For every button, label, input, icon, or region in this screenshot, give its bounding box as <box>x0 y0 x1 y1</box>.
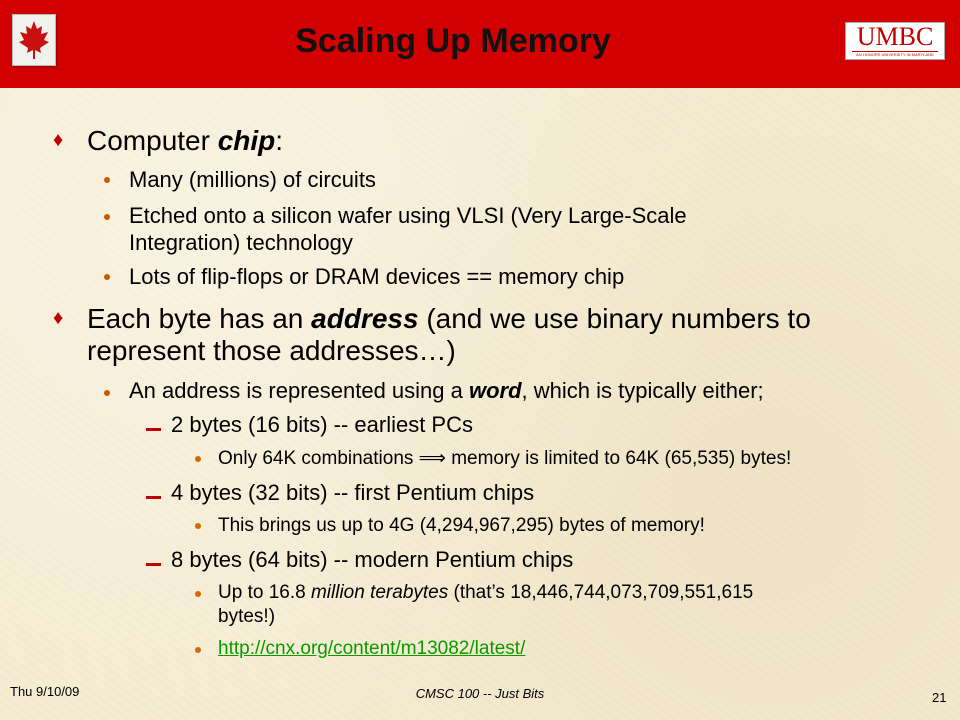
dash-icon <box>146 428 161 431</box>
bullet-link-item <box>218 637 525 661</box>
bullet-dot-icon <box>104 274 110 280</box>
umbc-logo-subtext: AN HONORS UNIVERSITY IN MARYLAND <box>852 51 938 58</box>
implies-arrow-icon: ⟹ <box>418 448 446 469</box>
bullet-dot-icon <box>104 214 110 220</box>
bullet-text: memory is limited to 64K (65,535) bytes! <box>445 448 792 469</box>
footer-course: CMSC 100 -- Just Bits <box>415 686 545 701</box>
bullet-text: An address is represented using a <box>129 378 469 403</box>
bullet-16-8-million-line1 <box>218 581 753 605</box>
bullet-text: Only 64K combinations <box>218 448 419 469</box>
bullet-4g: This brings us up to 4G (4,294,967,295) bytes of memory! <box>218 515 705 536</box>
bullet-text: (that’s 18,446,744,073,709,551,615 <box>448 582 754 603</box>
bullet-dot-icon <box>195 523 201 529</box>
bullet-text: : <box>275 125 284 156</box>
bullet-16-bit: 2 bytes (16 bits) -- earliest PCs <box>171 412 473 437</box>
bullet-computer-chip <box>87 125 283 157</box>
bullet-word <box>129 377 764 404</box>
slide-title: Scaling Up Memory <box>295 22 611 60</box>
bullet-32-bit: 4 bytes (32 bits) -- first Pentium chips <box>171 480 535 505</box>
bullet-text: Each byte has an <box>87 303 312 334</box>
bullet-text: Computer <box>87 125 218 156</box>
bullet-address-line2: represent those addresses…) <box>87 335 456 366</box>
emphasis-word: word <box>468 378 522 403</box>
dash-icon <box>146 496 161 499</box>
emphasis-address: address <box>311 303 419 334</box>
bullet-vlsi-line2: Integration) technology <box>129 230 353 255</box>
bullet-text: Up to 16.8 <box>218 582 311 603</box>
bullet-vlsi-line1: Etched onto a silicon wafer using VLSI (Very Large-Scale <box>129 203 687 228</box>
umbc-logo-text: UMBC <box>856 22 934 51</box>
cnx-link[interactable]: http://cnx.org/content/m13082/latest/ <box>218 638 526 659</box>
bullet-text: , which is typically either; <box>521 378 764 403</box>
bullet-dot-icon <box>195 591 201 597</box>
bullet-dot-icon <box>195 456 201 462</box>
bullet-dot-icon <box>104 177 110 183</box>
bullet-dot-icon <box>195 647 201 653</box>
diamond-icon: ♦ <box>53 307 64 329</box>
diamond-icon: ♦ <box>53 129 64 151</box>
bullet-text: (and we use binary numbers to <box>418 303 811 334</box>
page-number: 21 <box>932 690 947 705</box>
bullet-flipflops: Lots of flip-flops or DRAM devices == memory chip <box>129 264 625 289</box>
emphasis-million-terabytes: million terabytes <box>310 582 449 603</box>
bullet-circuits: Many (millions) of circuits <box>129 167 376 192</box>
bullet-dot-icon <box>104 390 110 396</box>
bullet-16-8-million-line2: bytes!) <box>218 606 276 627</box>
dash-icon <box>146 563 161 566</box>
footer-date: Thu 9/10/09 <box>10 684 80 699</box>
bullet-64k <box>218 447 791 471</box>
bullet-64-bit: 8 bytes (64 bits) -- modern Pentium chips <box>171 547 574 572</box>
emphasis-chip: chip <box>217 125 276 156</box>
bullet-address-line1 <box>87 303 811 335</box>
